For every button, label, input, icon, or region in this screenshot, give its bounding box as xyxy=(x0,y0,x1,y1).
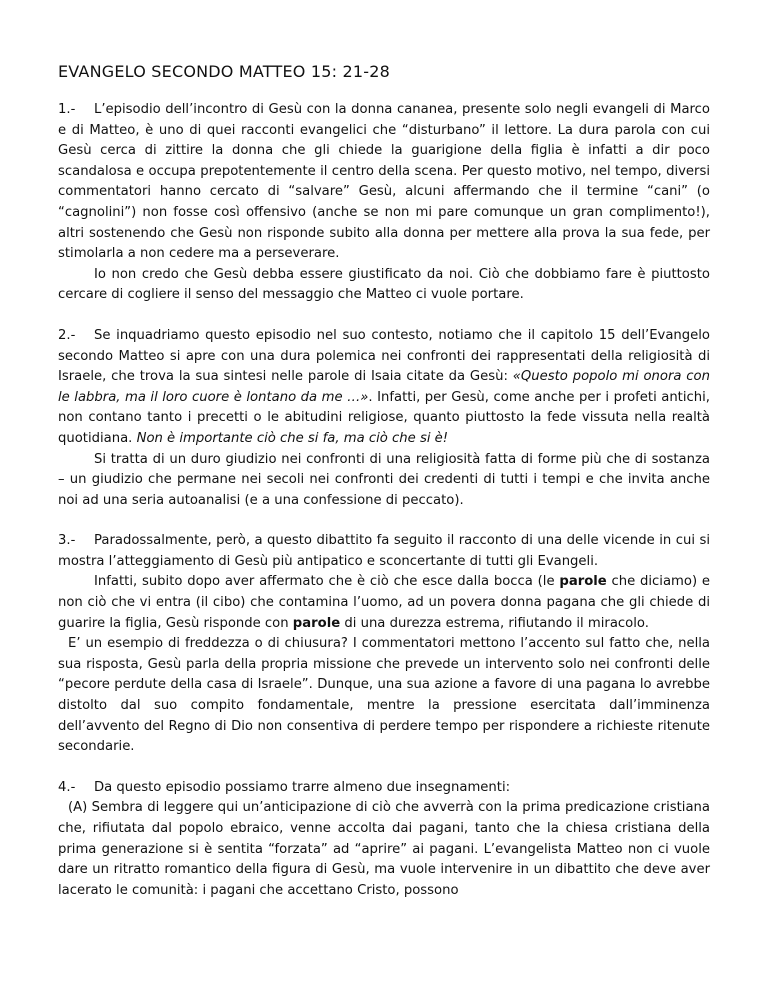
section-2-paragraph-1 xyxy=(58,326,710,450)
bold-word: parole xyxy=(559,574,607,590)
section-3-paragraph-3: E’ un esempio di freddezza o di chiusura? I commentatori mettono l’accento sul fatto che, nella sua risposta, Gesù parla della propria missione che prevede un intervento solo nei confronti delle “pecore perdute della casa di Israele”. Dunque, una sua azione a favore di una pagana lo avrebbe distolto dal suo compito fondamentale, mentre la pressione esercitata dall’imminenza dell’avvento del Regno di Dio non consentiva di perdere tempo per rispondere a richieste ritenute secondarie. xyxy=(58,636,710,755)
isaiah-quote: «Questo popolo mi onora con le labbra, ma il loro cuore è lontano da me …» xyxy=(58,369,710,405)
section-number: 4.- xyxy=(58,779,76,795)
bold-word: parole xyxy=(292,615,341,631)
section-2 xyxy=(58,326,710,511)
section-4 xyxy=(58,778,710,902)
section-4-paragraph-1 xyxy=(58,778,710,799)
paragraph-text: . Infatti, per Gesù, come anche per i profeti antichi, non contano tanto i precetti o le abitudini religiose, quanto piuttosto la fede vissuta nella realtà quotidiana. xyxy=(58,389,710,446)
section-3-paragraph-1 xyxy=(58,531,710,572)
section-2-paragraph-2: Si tratta di un duro giudizio nei confronti di una religiosità fatta di forme più che di sostanza – un giudizio che permane nei secoli nei confronti dei credenti di tutti i tempi e che invita anche noi ad una seria autoanalisi (e a una confessione di peccato). xyxy=(58,451,710,508)
paragraph-text: Infatti, subito dopo aver affermato che è ciò che esce dalla bocca (le xyxy=(94,574,560,590)
paragraph-text: che diciamo) e non ciò che vi entra (il cibo) che contamina l’uomo, ad un povera donna pagana che gli chiede di guarire la figlia, Gesù risponde con xyxy=(58,574,710,631)
section-number: 1.- xyxy=(58,102,76,117)
paragraph-text: L’episodio dell’incontro di Gesù con la donna cananea, presente solo negli evangeli di Marco e di Matteo, è uno di quei racconti evangelici che “disturbano” il lettore. La dura parola con cui Gesù cerca di zittire la donna che gli chiede la guarigione della figlia è infatti a dir poco scandalosa e occupa prepotentemente il centro della scena. Per questo motivo, nel tempo, diversi commentatori hanno cercato di “salvare” Gesù, alcuni affermando che il termine “cani” (o “cagnolini”) non fosse così offensivo (anche se non mi pare comunque un gran complimento!), altri sostenendo che Gesù non risponde subito alla donna per mettere alla prova la sua fede, per stimolarla a non cedere ma a perseverare. xyxy=(58,102,710,262)
section-3-paragraph-2 xyxy=(58,572,710,634)
section-number: 2.- xyxy=(58,327,76,343)
section-1 xyxy=(58,100,710,306)
paragraph-text: Se inquadriamo questo episodio nel suo contesto, notiamo che il capitolo 15 dell’Evangelo secondo Matteo si apre con una dura polemica nei confronti dei rappresentati della religiosità di Israele, che trova la sua sintesi nelle parole di Isaia citate da Gesù: xyxy=(58,327,710,385)
section-number: 3.- xyxy=(58,533,76,549)
paragraph-text: Paradossalmente, però, a questo dibattito fa seguito il racconto di una delle vicende in cui si mostra l’atteggiamento di Gesù più antipatico e sconcertante di tutti gli Evangeli. xyxy=(58,533,710,569)
emphasis-text: Non è importante ciò che si fa, ma ciò che si è! xyxy=(136,430,449,446)
page-title: EVANGELO SECONDO MATTEO 15: 21-28 xyxy=(58,62,390,81)
section-1-paragraph-2: Io non credo che Gesù debba essere giustificato da noi. Ciò che dobbiamo fare è piuttosto cercare di cogliere il senso del messaggio che Matteo ci vuole portare. xyxy=(58,266,710,303)
section-1-paragraph-1 xyxy=(58,100,710,265)
section-4-paragraph-2: (A) Sembra di leggere qui un’anticipazione di ciò che avverrà con la prima predicazione cristiana che, rifiutata dal popolo ebraico, venne accolta dai pagani, tanto che la chiesa cristiana della prima generazione si è sentita “forzata” ad “aprire” ai pagani. L’evangelista Matteo non ci vuole dare un ritratto romantico della figura di Gesù, ma vuole intervenire in un dibattito che deve aver lacerato le comunità: i pagani che accettano Cristo, possono xyxy=(58,800,710,898)
section-3 xyxy=(58,531,710,758)
paragraph-text: di una durezza estrema, rifiutando il miracolo. xyxy=(340,615,649,631)
paragraph-text: Da questo episodio possiamo trarre almeno due insegnamenti: xyxy=(94,779,511,795)
